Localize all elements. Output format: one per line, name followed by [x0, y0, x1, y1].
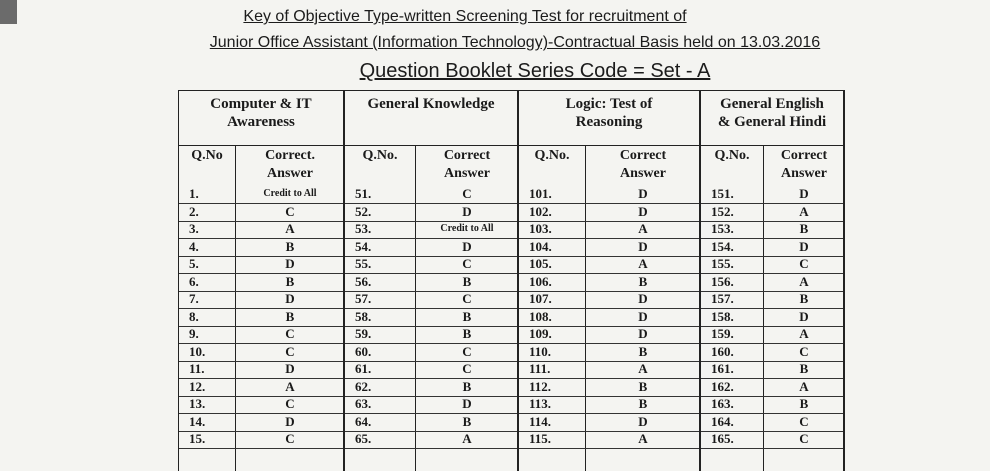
qno-column-header: Q.No.: [714, 148, 750, 163]
question-number: 151.: [711, 186, 734, 201]
qno-column-header: Q.No.: [534, 148, 570, 163]
answer-column-header: Correct Answer: [443, 148, 491, 181]
table-row: [179, 290, 343, 309]
table-row: [179, 273, 343, 292]
question-number: 160.: [711, 343, 734, 359]
section-title: General Knowledge: [367, 96, 495, 112]
correct-answer: A: [799, 326, 809, 341]
table-row: [345, 185, 517, 204]
answer-column-header: Correct Answer: [780, 148, 828, 181]
table-row: [701, 203, 843, 222]
table-row: [179, 238, 343, 257]
correct-answer: A: [285, 378, 295, 394]
question-number: 163.: [711, 396, 734, 411]
table-row: [179, 308, 343, 327]
table-row: [701, 413, 843, 432]
correct-answer: C: [462, 361, 472, 376]
table-row: [345, 430, 517, 449]
table-row: [519, 413, 699, 432]
question-number: 58.: [355, 308, 372, 324]
section-column: [519, 91, 701, 471]
table-row: [701, 255, 843, 274]
title-divider: [519, 145, 699, 146]
correct-answer: B: [462, 378, 472, 394]
section-column: [179, 91, 345, 471]
correct-answer: B: [285, 238, 295, 254]
correct-answer: B: [285, 273, 295, 289]
table-row: [519, 325, 699, 344]
correct-answer: D: [799, 238, 809, 254]
correct-answer: D: [285, 256, 295, 271]
table-row: [179, 395, 343, 414]
question-number: 162.: [711, 378, 734, 394]
table-row: [345, 378, 517, 397]
question-number: 54.: [355, 238, 372, 254]
table-row: [179, 360, 343, 379]
correct-answer: D: [638, 203, 648, 219]
correct-answer: B: [285, 308, 295, 324]
question-number: 63.: [355, 396, 372, 411]
table-row: [519, 343, 699, 362]
question-number: 104.: [529, 238, 552, 254]
title-divider: [701, 145, 843, 146]
correct-answer: B: [638, 396, 648, 411]
correct-answer: B: [799, 291, 809, 306]
question-number: 110.: [529, 343, 552, 359]
table-row: [345, 325, 517, 344]
table-row: [345, 203, 517, 222]
table-row: [179, 343, 343, 362]
section-title: Logic: Test of Reasoning: [565, 96, 653, 130]
table-row: [519, 290, 699, 309]
correct-answer: A: [638, 361, 648, 376]
correct-answer: B: [462, 413, 472, 429]
question-number: 8.: [189, 308, 199, 324]
question-number: 102.: [529, 203, 552, 219]
correct-answer: A: [638, 431, 648, 446]
table-row: [519, 238, 699, 257]
question-number: 3.: [189, 221, 199, 236]
correct-answer: Credit to All: [440, 223, 494, 234]
correct-answer: B: [462, 308, 472, 324]
correct-answer: B: [638, 273, 648, 289]
question-number: 57.: [355, 291, 372, 306]
question-number: 14.: [189, 413, 206, 429]
table-row: [345, 238, 517, 257]
question-number: 64.: [355, 413, 372, 429]
correct-answer: Credit to All: [263, 188, 317, 199]
correct-answer: D: [638, 291, 648, 306]
question-number: 55.: [355, 256, 372, 271]
correct-answer: D: [462, 238, 472, 254]
question-number: 158.: [711, 308, 734, 324]
correct-answer: C: [799, 431, 809, 446]
question-number: 157.: [711, 291, 734, 306]
document-subtitle: Junior Office Assistant (Information Technology)-Contractual Basis held on 13.03.2016: [209, 34, 821, 51]
question-number: 155.: [711, 256, 734, 271]
correct-answer: A: [462, 431, 472, 446]
correct-answer: A: [638, 256, 648, 271]
correct-answer: B: [462, 326, 472, 341]
question-number: 60.: [355, 343, 372, 359]
question-number: 101.: [529, 186, 552, 201]
correct-answer: B: [799, 361, 809, 376]
question-number: 156.: [711, 273, 734, 289]
table-row: [701, 430, 843, 449]
series-code-title: Question Booklet Series Code = Set - A: [359, 60, 711, 82]
question-number: 7.: [189, 291, 199, 306]
table-row: [345, 343, 517, 362]
correct-answer: D: [638, 326, 648, 341]
question-number: 65.: [355, 431, 372, 446]
correct-answer: D: [799, 186, 809, 201]
question-number: 53.: [355, 221, 372, 236]
table-row: [179, 185, 343, 204]
correct-answer: B: [638, 343, 648, 359]
question-number: 4.: [189, 238, 199, 254]
question-number: 61.: [355, 361, 372, 376]
table-row: [701, 378, 843, 397]
table-row: [345, 395, 517, 414]
table-row: [701, 273, 843, 292]
correct-answer: B: [799, 396, 809, 411]
question-number: 115.: [529, 431, 552, 446]
table-row: [179, 203, 343, 222]
correct-answer: C: [799, 343, 809, 359]
question-number: 51.: [355, 186, 372, 201]
question-number: 114.: [529, 413, 552, 429]
question-number: 152.: [711, 203, 734, 219]
table-row: [345, 273, 517, 292]
question-number: 112.: [529, 378, 552, 394]
table-row: [519, 273, 699, 292]
correct-answer: D: [285, 291, 295, 306]
correct-answer: D: [285, 361, 295, 376]
question-number: 113.: [529, 396, 552, 411]
question-number: 164.: [711, 413, 734, 429]
question-number: 6.: [189, 273, 199, 289]
table-row: [519, 255, 699, 274]
qno-column-header: Q.No: [191, 148, 223, 163]
answer-key-table: [178, 90, 845, 471]
title-divider: [179, 145, 343, 146]
answer-column-header: Correct Answer: [619, 148, 667, 181]
table-row: [345, 413, 517, 432]
correct-answer: C: [462, 343, 472, 359]
section-title: Computer & IT Awareness: [210, 96, 312, 130]
table-row: [519, 378, 699, 397]
question-number: 107.: [529, 291, 552, 306]
table-row: [701, 308, 843, 327]
correct-answer: A: [799, 273, 809, 289]
correct-answer: D: [462, 396, 472, 411]
question-number: 161.: [711, 361, 734, 376]
table-row: [179, 430, 343, 449]
correct-answer: C: [285, 326, 295, 341]
question-number: 154.: [711, 238, 734, 254]
correct-answer: C: [285, 343, 295, 359]
question-number: 56.: [355, 273, 372, 289]
table-row: [345, 308, 517, 327]
correct-answer: C: [285, 203, 295, 219]
table-row: [701, 238, 843, 257]
table-row: [519, 360, 699, 379]
table-row: [345, 290, 517, 309]
correct-answer: C: [462, 186, 472, 201]
table-row: [179, 255, 343, 274]
question-number: 103.: [529, 221, 552, 236]
question-number: 52.: [355, 203, 372, 219]
question-number: 15.: [189, 431, 206, 446]
question-number: 13.: [189, 396, 206, 411]
question-number: 159.: [711, 326, 734, 341]
question-number: 153.: [711, 221, 734, 236]
table-row: [179, 413, 343, 432]
correct-answer: D: [462, 203, 472, 219]
question-number: 59.: [355, 326, 372, 341]
question-number: 111.: [529, 361, 551, 376]
table-row: [179, 220, 343, 239]
question-number: 1.: [189, 186, 199, 201]
correct-answer: B: [799, 221, 809, 236]
table-row: [519, 220, 699, 239]
table-row: [179, 325, 343, 344]
table-row: [519, 395, 699, 414]
table-row: [179, 378, 343, 397]
table-row: [345, 220, 517, 239]
question-number: 108.: [529, 308, 552, 324]
correct-answer: C: [462, 256, 472, 271]
correct-answer: B: [638, 378, 648, 394]
correct-answer: C: [799, 413, 809, 429]
table-row: [701, 360, 843, 379]
table-row: [345, 255, 517, 274]
question-number: 2.: [189, 203, 199, 219]
question-number: 9.: [189, 326, 199, 341]
document-title: Key of Objective Type-written Screening Test for recruitment of: [243, 8, 687, 25]
table-row: [701, 395, 843, 414]
correct-answer: D: [638, 308, 648, 324]
question-number: 10.: [189, 343, 206, 359]
correct-answer: B: [462, 273, 472, 289]
correct-answer: D: [638, 238, 648, 254]
correct-answer: D: [638, 413, 648, 429]
correct-answer: A: [638, 221, 648, 236]
correct-answer: C: [799, 256, 809, 271]
title-divider: [345, 145, 517, 146]
table-row: [345, 360, 517, 379]
table-row: [519, 203, 699, 222]
correct-answer: D: [638, 186, 648, 201]
question-number: 165.: [711, 431, 734, 446]
correct-answer: A: [285, 221, 295, 236]
qno-column-header: Q.No.: [362, 148, 398, 163]
correct-answer: C: [462, 291, 472, 306]
table-row: [701, 343, 843, 362]
table-row: [519, 430, 699, 449]
question-number: 5.: [189, 256, 199, 271]
table-row: [519, 308, 699, 327]
correct-answer: A: [799, 203, 809, 219]
section-column: [701, 91, 845, 471]
question-number: 109.: [529, 326, 552, 341]
table-row: [701, 220, 843, 239]
question-number: 12.: [189, 378, 206, 394]
table-row: [701, 325, 843, 344]
question-number: 62.: [355, 378, 372, 394]
question-number: 106.: [529, 273, 552, 289]
section-column: [345, 91, 519, 471]
correct-answer: A: [799, 378, 809, 394]
table-row: [701, 185, 843, 204]
table-row: [701, 290, 843, 309]
section-title: General English & General Hindi: [717, 96, 827, 130]
correct-answer: D: [285, 413, 295, 429]
question-number: 11.: [189, 361, 205, 376]
correct-answer: C: [285, 396, 295, 411]
correct-answer: D: [799, 308, 809, 324]
table-row: [519, 185, 699, 204]
answer-column-header: Correct. Answer: [265, 148, 315, 181]
question-number: 105.: [529, 256, 552, 271]
correct-answer: C: [285, 431, 295, 446]
